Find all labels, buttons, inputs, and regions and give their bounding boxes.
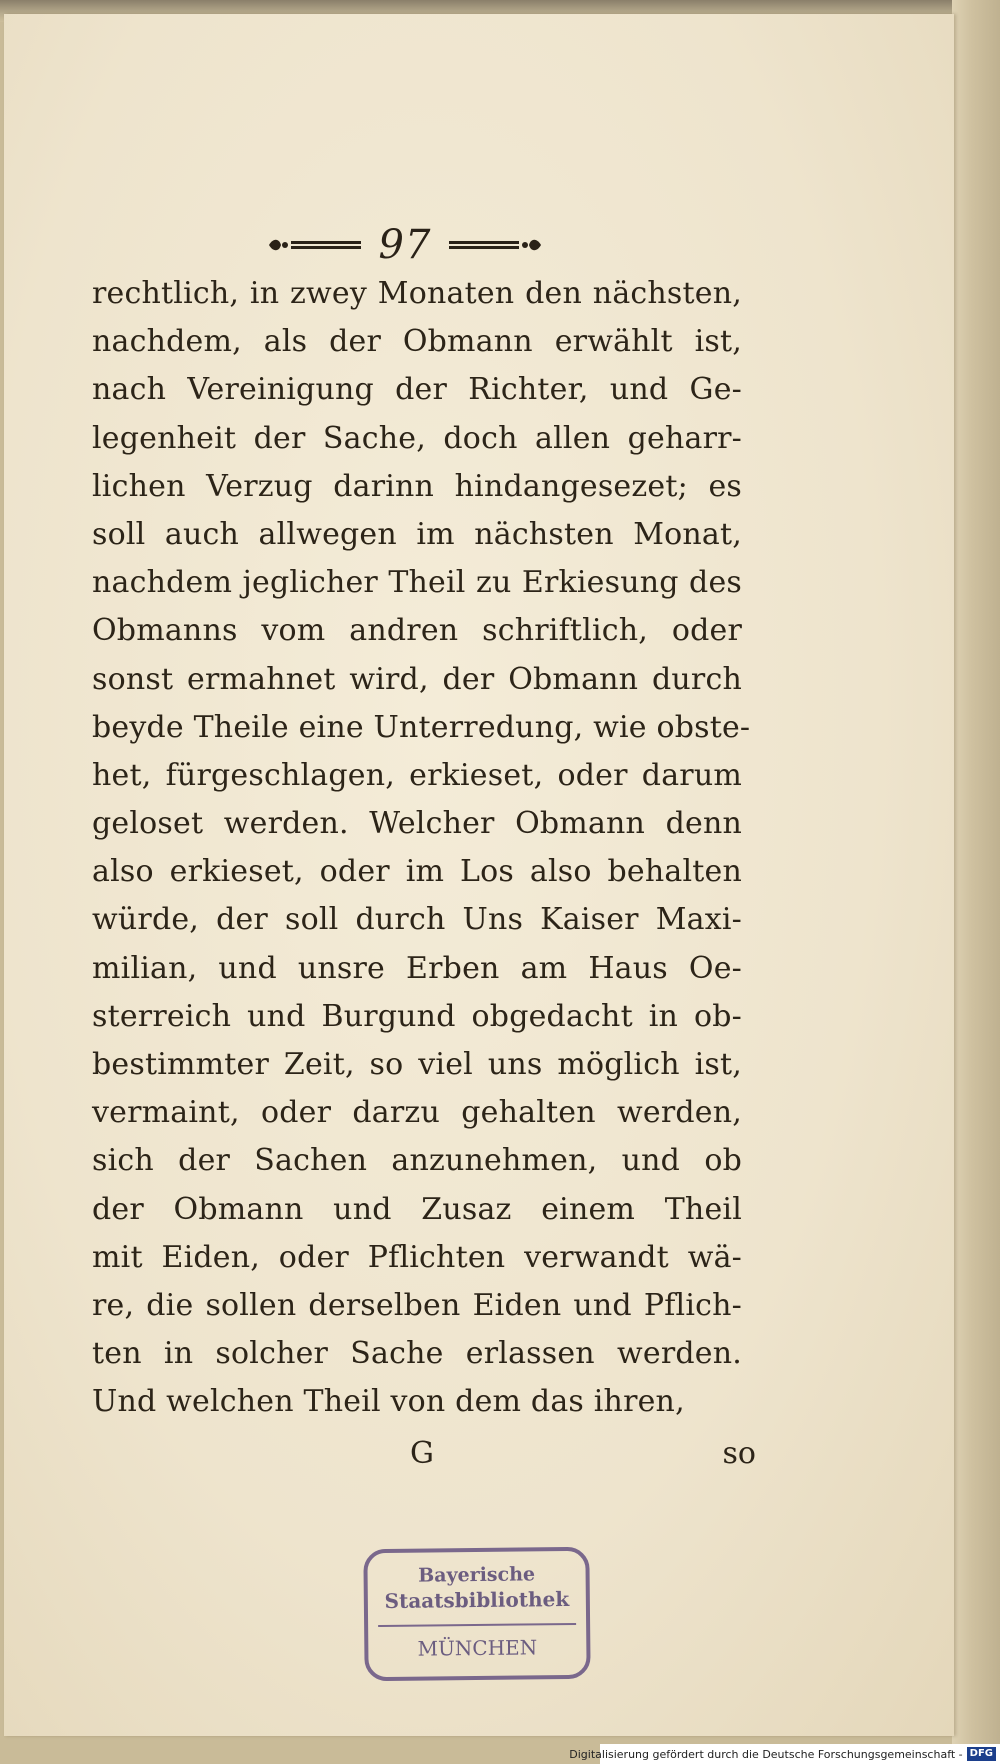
text-line: Obmanns vom andren schriftlich, oder	[92, 613, 742, 649]
body-text	[92, 270, 751, 1427]
text-line: nachdem jeglicher Theil zu Erkiesung des	[92, 565, 742, 601]
text-line: beyde Theile eine Unterredung, wie obste-	[92, 709, 751, 745]
text-line: nachdem, als der Obmann erwählt ist,	[92, 324, 742, 360]
library-stamp	[363, 1547, 590, 1681]
text-line: bestimmter Zeit, so viel uns möglich ist,	[92, 1047, 742, 1082]
right-ornament-icon	[445, 234, 545, 256]
stamp-line-staatsbibliothek: Staatsbibliothek	[384, 1587, 570, 1613]
digitization-credit-text: Digitalisierung gefördert durch die Deutsche Forschungsgemeinschaft -	[569, 1747, 963, 1761]
stamp-line-bayerische: Bayerische	[418, 1563, 536, 1587]
page-header	[260, 220, 550, 270]
text-line: geloset werden. Welcher Obmann denn	[92, 806, 742, 842]
text-line: soll auch allwegen im nächsten Monat,	[92, 516, 742, 552]
book-right-edge	[952, 0, 1000, 1764]
text-line: rechtlich, in zwey Monaten den nächsten,	[92, 276, 742, 311]
text-line: ten in solcher Sache erlassen werden.	[92, 1336, 742, 1372]
left-ornament-icon	[265, 234, 365, 256]
text-line: vermaint, oder darzu gehalten werden,	[92, 1095, 742, 1131]
digitization-credit-bar	[569, 1744, 1000, 1764]
text-line: würde, der soll durch Uns Kaiser Maxi-	[92, 902, 742, 938]
text-line: mit Eiden, oder Pflichten verwandt wä-	[92, 1239, 742, 1275]
text-line: der Obmann und Zusaz einem Theil	[92, 1191, 742, 1227]
page-number: 97	[378, 222, 432, 268]
text-line: sich der Sachen anzunehmen, und ob	[92, 1143, 742, 1179]
text-line: legenheit der Sache, doch allen geharr-	[92, 420, 742, 456]
catchword: so	[722, 1436, 756, 1471]
text-line: sterreich und Burgund obgedacht in ob-	[92, 998, 742, 1034]
text-line: het, fürgeschlagen, erkieset, oder darum	[92, 757, 742, 793]
stamp-divider	[378, 1623, 576, 1627]
page-footer	[92, 1432, 756, 1482]
signature-mark: G	[410, 1436, 434, 1471]
text-line: also erkieset, oder im Los also behalten	[92, 854, 742, 890]
text-line: Und welchen Theil von dem das ihren,	[92, 1384, 685, 1420]
stamp-line-muenchen: MÜNCHEN	[417, 1635, 538, 1661]
dfg-logo-icon: DFG	[967, 1747, 996, 1761]
text-line: sonst ermahnet wird, der Obmann durch	[92, 661, 742, 697]
text-line: milian, und unsre Erben am Haus Oe-	[92, 950, 742, 986]
text-line: re, die sollen derselben Eiden und Pflich-	[92, 1287, 742, 1323]
text-line: nach Vereinigung der Richter, und Ge-	[92, 372, 742, 408]
text-line: lichen Verzug darinn hindangesezet; es	[92, 468, 742, 504]
